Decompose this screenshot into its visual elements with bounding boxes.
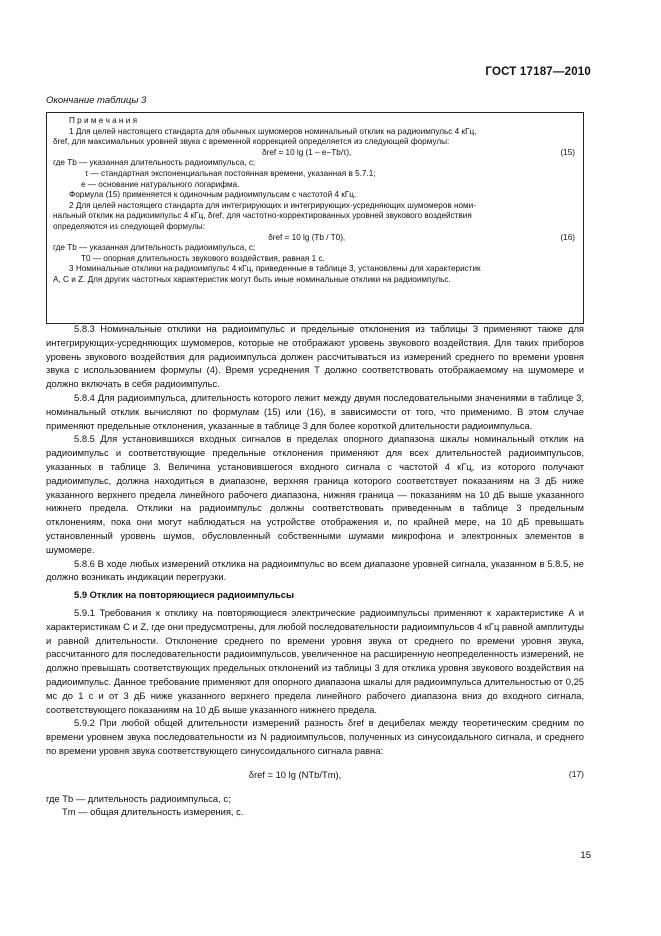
table-caption: Окончание таблицы 3 [46, 95, 147, 106]
section-5-9-heading: 5.9 Отклик на повторяющиеся радиоимпульсы [74, 589, 294, 601]
note-2-line-2: нальный отклик на радиоимпульс 4 кГц, δref, для частотно-корректированных уровней звукового воздействия [53, 211, 472, 221]
where-5: где Tb — указанная длительность радиоимпульса, с; [53, 243, 256, 253]
where-4: Формула (15) применяется к одиночным радиоимпульсам с частотой 4 кГц. [69, 190, 357, 200]
paragraph-5-9-2: 5.9.2 При любой общей длительности измерений разность δref в децибелах между теоретическим средним по времени уровнем звука последовательности из N радиоимпульсов, полученных из синусоидального сигнала, и среднего по времени уровня звука соответствующего синусоидального сигнала равна: [46, 717, 584, 756]
main-text [46, 322, 584, 819]
note-1-line-1: 1 Для целей настоящего стандарта для обычных шумомеров номинальный отклик на радиоимпульс 4 кГц, [69, 126, 477, 136]
document-code: ГОСТ 17187—2010 [485, 66, 591, 78]
formula-15 [53, 148, 575, 159]
where-7: где Tb — длительность радиоимпульса, с; [46, 792, 231, 804]
notes-box [46, 112, 584, 324]
note-2-line-1: 2 Для целей настоящего стандарта для интегрирующих и интегрирующих-усредняющих шумомеров номи- [69, 200, 476, 210]
formula-16 [53, 233, 575, 244]
paragraph-5-8-4: 5.8.4 Для радиоимпульса, длительность которого лежит между двумя последовательными значениями в таблице 3, номинальный отклик вычисляют по формулам (15) или (16), в зависимости от того, что применимо. В этом случае применяют предельные отклонения, указанные в таблице 3 для более короткой длительности радиоимпульса. [46, 391, 584, 431]
paragraph-5-8-5: 5.8.5 Для установившихся входных сигналов в пределах опорного диапазона шкалы номинальный отклик на радиоимпульс и соответствующие предельные отклонения применяют для всех длительностей радиоимпульсов, указанных в таблице 3. Величина установившегося входного сигнала с частотой 4 кГц, из которого получают радиоимпульс, должна находиться в диапазоне, верхняя граница которого соответствует показаниям на 3 дБ ниже указанного верхнего предела линейного рабочего диапазона, нижняя граница — показаниям на 10 дБ выше указанного нижнего предела. Отклики на радиоимпульс должны соответствовать приведенным в таблице 3 предельным отклонениям, пока они могут наблюдаться на устройстве отображения и, по крайней мере, на 10 дБ превышать установленный уровень шумов, обусловленный собственными шумами микрофона и электронных элементов в шумомере. [46, 433, 584, 555]
note-3-line-2: A, C и Z. Для других частотных характеристик могут быть иные номинальные отклики на радиоимпульс. [53, 274, 451, 284]
note-3-line-1: 3 Номинальные отклики на радиоимпульс 4 кГц, приведенные в таблице 3, установлены для характеристик [69, 264, 481, 274]
where-6: T0 — опорная длительность звукового воздействия, равная 1 с. [81, 253, 325, 263]
paragraph-5-8-3: 5.8.3 Номинальные отклики на радиоимпульс и предельные отклонения из таблицы 3 применяют также для интегрирующих-усредняющих шумомеров, которые не отображают уровень звукового воздействия. Для таких приборов уровень звукового воздействия для радиоимпульса должен рассчитываться из измерений среднего по времени уровня звука с использованием формулы (4). Время усреднения T должно соответствовать отображаемому на шумомере и должно включать в себя радиоимпульс. [46, 323, 584, 390]
where-1: где Tb — указанная длительность радиоимпульса, с; [53, 158, 256, 168]
formula-17 [46, 768, 584, 782]
where-2: τ — стандартная экспоненциальная постоянная времени, указанная в 5.7.1; [85, 168, 376, 178]
formula-16-expression: δref = 10 lg (Tb / T0), [268, 232, 346, 242]
where-8: Tm — общая длительность измерения, с. [62, 806, 244, 818]
notes-title: П р и м е ч а н и я [69, 116, 138, 125]
formula-17-expression: δref = 10 lg (NTb/Tm), [248, 768, 342, 780]
formula-15-expression: δref = 10 lg (1 – e−Tb/τ), [262, 147, 352, 157]
formula-17-number: (17) [568, 768, 584, 779]
formula-15-number: (15) [560, 147, 575, 157]
paragraph-5-8-6: 5.8.6 В ходе любых измерений отклика на радиоимпульс во всем диапазоне уровней сигнала, указанном в 5.8.5, не должно возникать индикации перегрузки. [46, 557, 584, 583]
formula-16-number: (16) [560, 232, 575, 242]
page-number: 15 [580, 850, 591, 861]
where-3: e — основание натурального логарифма. [81, 179, 240, 189]
note-1-line-2: δref, для максимальных уровней звука с временной коррекцией определяется из следующей формулы: [53, 137, 450, 147]
paragraph-5-9-1: 5.9.1 Требования к отклику на повторяющиеся электрические радиоимпульсы применяют к характеристике A и характеристикам C и Z, где они предусмотрены, для любой последовательности радиоимпульсов 4 кГц равной амплитуды и равной длительности. Отклонение среднего по времени уровня звука от среднего по времени уровня звука, рассчитанного для последовательности радиоимпульсов, увеличенное на расширенную неопределенность измерений, не должно превышать соответствующих предельных отклонений из таблицы 3 для отклика уровня звукового воздействия на радиоимпульс. Данное требование применяют для опорного диапазона шкалы для радиоимпульса длительностью от 0,25 мс до 1 с и от 3 дБ ниже указанного верхнего предела линейного рабочего диапазона вниз до входного сигнала, соответствующего показаниям на 10 дБ выше указанного нижнего предела. [46, 606, 584, 715]
note-2-line-3: определяются из следующей формулы: [53, 221, 205, 231]
